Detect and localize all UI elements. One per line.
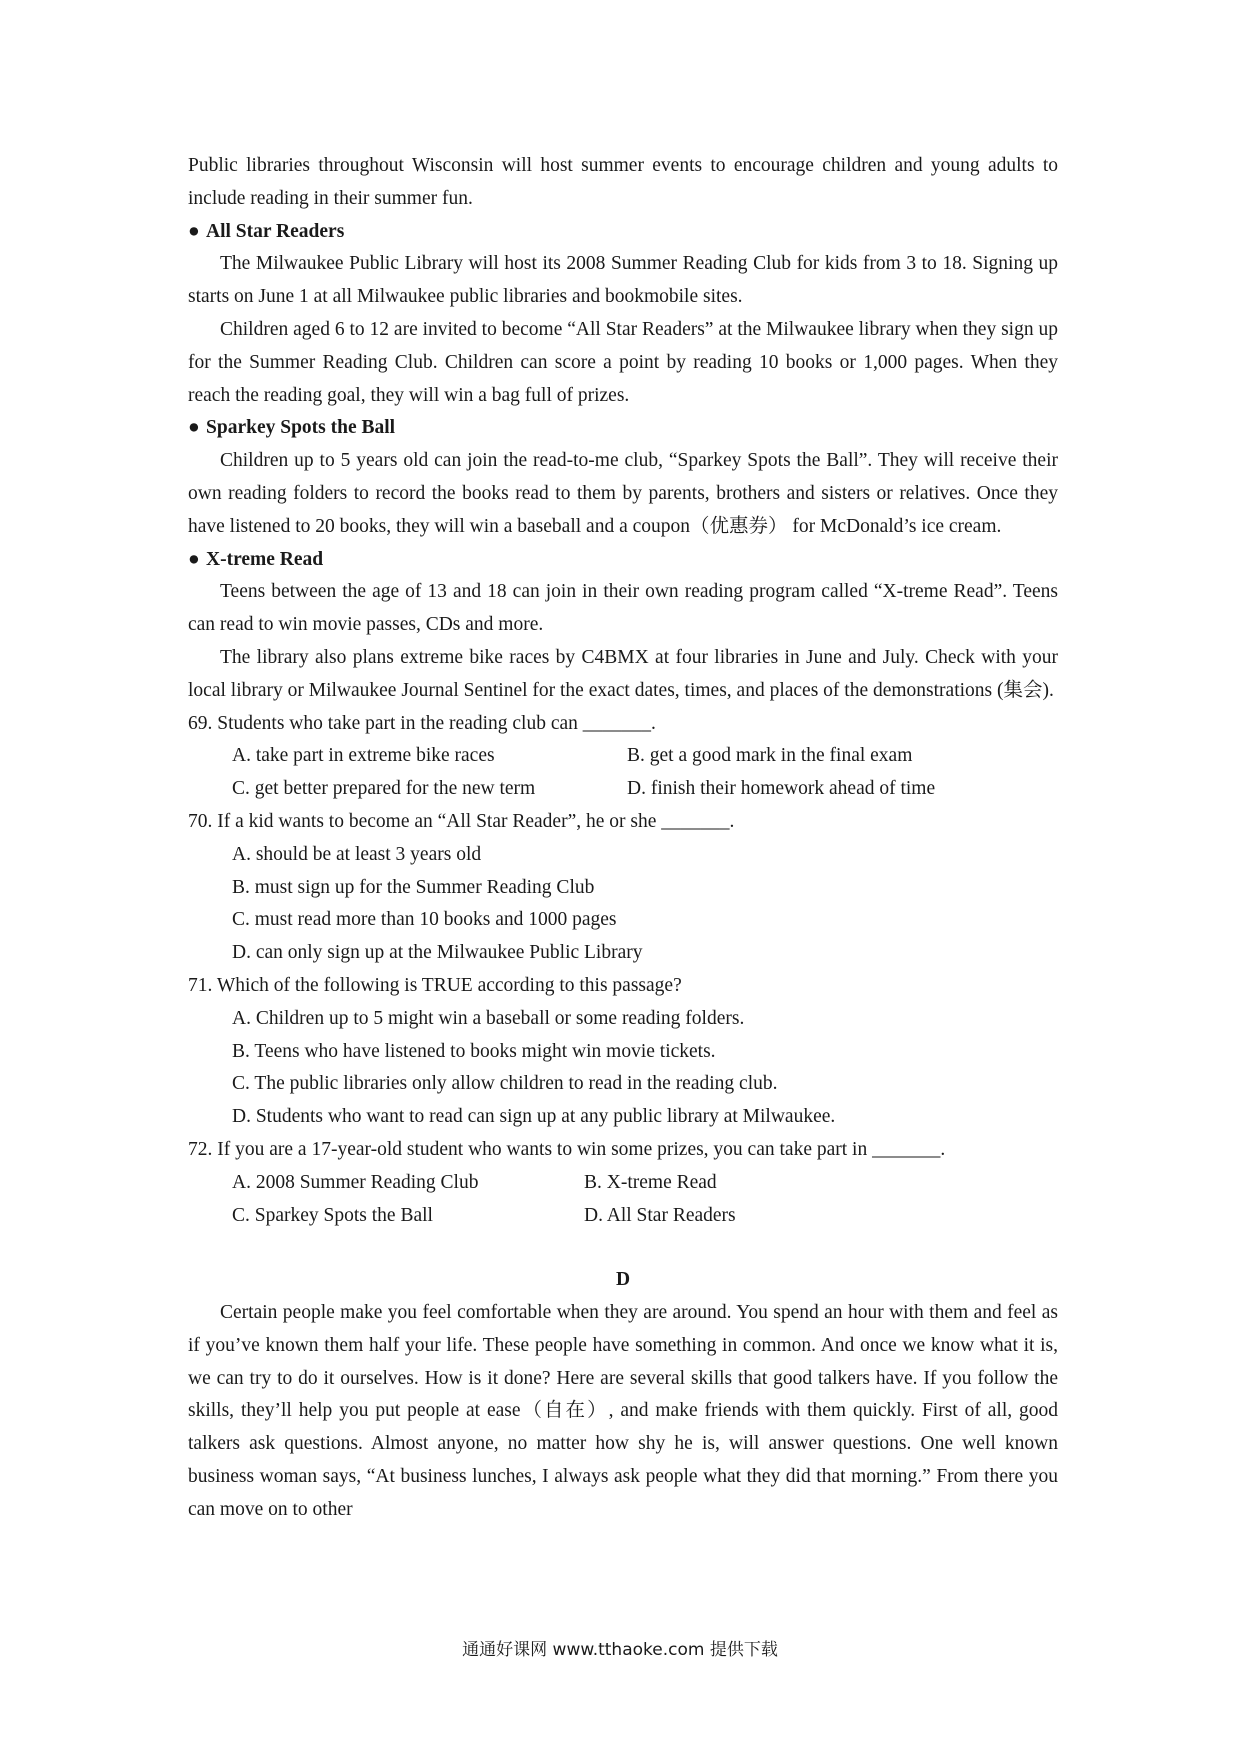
section-heading-all-star-readers: ● All Star Readers	[188, 216, 1058, 249]
option: A. Children up to 5 might win a baseball or some reading folders.	[232, 1007, 745, 1029]
paragraph: Certain people make you feel comfortable when they are around. You spend an hour with them and feel as if you’ve known them half your life. These people have something in common. And once we know what it is, we can try to do it ourselves. How is it done? Here are several skills that good talkers have. If you follow the skills, they’ll help you put people at ease（自在）, and make friends with them quickly. First of all, good talkers ask questions. Almost anyone, no matter how shy he is, will answer questions. One well known business woman says, “At business lunches, I always ask people what they did that morning.” From there you can move on to other	[188, 1302, 1058, 1520]
option: D. can only sign up at the Milwaukee Public Library	[232, 942, 643, 964]
option: B. get a good mark in the final exam	[627, 745, 913, 767]
option: C. must read more than 10 books and 1000 pages	[232, 909, 617, 931]
section-heading-sparkey: ● Sparkey Spots the Ball	[188, 412, 1058, 445]
option-row	[188, 740, 1058, 773]
option: B. must sign up for the Summer Reading Club	[232, 876, 595, 898]
footer-watermark: 通通好课网 www.tthaoke.com 提供下载	[462, 1640, 778, 1660]
question-stem: 72. If you are a 17-year-old student who wants to win some prizes, you can take part in _______.	[188, 1138, 946, 1160]
option: D. finish their homework ahead of time	[627, 778, 936, 800]
paragraph: Children aged 6 to 12 are invited to become “All Star Readers” at the Milwaukee library when they sign up for the Summer Reading Club. Children can score a point by reading 10 books or 1,000 pages. When they reach the reading goal, they will win a bag full of prizes.	[188, 318, 1058, 406]
intro-paragraph: Public libraries throughout Wisconsin will host summer events to encourage children and young adults to include reading in their summer fun.	[188, 155, 1058, 209]
option: A. take part in extreme bike races	[232, 745, 495, 767]
option-row	[188, 1167, 1058, 1200]
bullet-icon: ●	[188, 220, 200, 242]
document-page	[188, 150, 1058, 1527]
option: C. Sparkey Spots the Ball	[232, 1204, 433, 1226]
option: A. 2008 Summer Reading Club	[232, 1171, 479, 1193]
option-row	[188, 1200, 1058, 1233]
option: D. Students who want to read can sign up at any public library at Milwaukee.	[232, 1106, 836, 1128]
option-row	[188, 773, 1058, 806]
paragraph: Teens between the age of 13 and 18 can join in their own reading program called “X-treme Read”. Teens can read to win movie passes, CDs and more.	[188, 581, 1058, 636]
question-stem: 70. If a kid wants to become an “All Star Reader”, he or she _______.	[188, 810, 735, 832]
paragraph: Children up to 5 years old can join the read-to-me club, “Sparkey Spots the Ball”. They will receive their own reading folders to record the books read to them by parents, brothers and sisters or relatives. Once they have listened to 20 books, they will win a baseball and a coupon（优惠券） for McDonald’s ice cream.	[188, 450, 1058, 537]
section-letter: D	[615, 1269, 631, 1291]
option: B. Teens who have listened to books might win movie tickets.	[232, 1040, 716, 1062]
option: C. get better prepared for the new term	[232, 778, 536, 800]
bullet-icon: ●	[188, 417, 200, 439]
option: C. The public libraries only allow children to read in the reading club.	[232, 1073, 778, 1095]
bullet-icon: ●	[188, 548, 200, 570]
option: D. All Star Readers	[584, 1204, 736, 1226]
paragraph: The Milwaukee Public Library will host its 2008 Summer Reading Club for kids from 3 to 18. Signing up starts on June 1 at all Milwaukee public libraries and bookmobile sites.	[188, 253, 1058, 308]
section-heading-xtreme-read: ● X-treme Read	[188, 544, 1058, 577]
paragraph: The library also plans extreme bike races by C4BMX at four libraries in June and July. Check with your local library or Milwaukee Journal Sentinel for the exact dates, times, and places of the demonstrations (集会).	[188, 646, 1058, 701]
option: B. X-treme Read	[584, 1171, 717, 1193]
question-stem: 71. Which of the following is TRUE according to this passage?	[188, 974, 682, 996]
option: A. should be at least 3 years old	[232, 843, 482, 865]
question-stem: 69. Students who take part in the reading club can _______.	[188, 712, 656, 734]
